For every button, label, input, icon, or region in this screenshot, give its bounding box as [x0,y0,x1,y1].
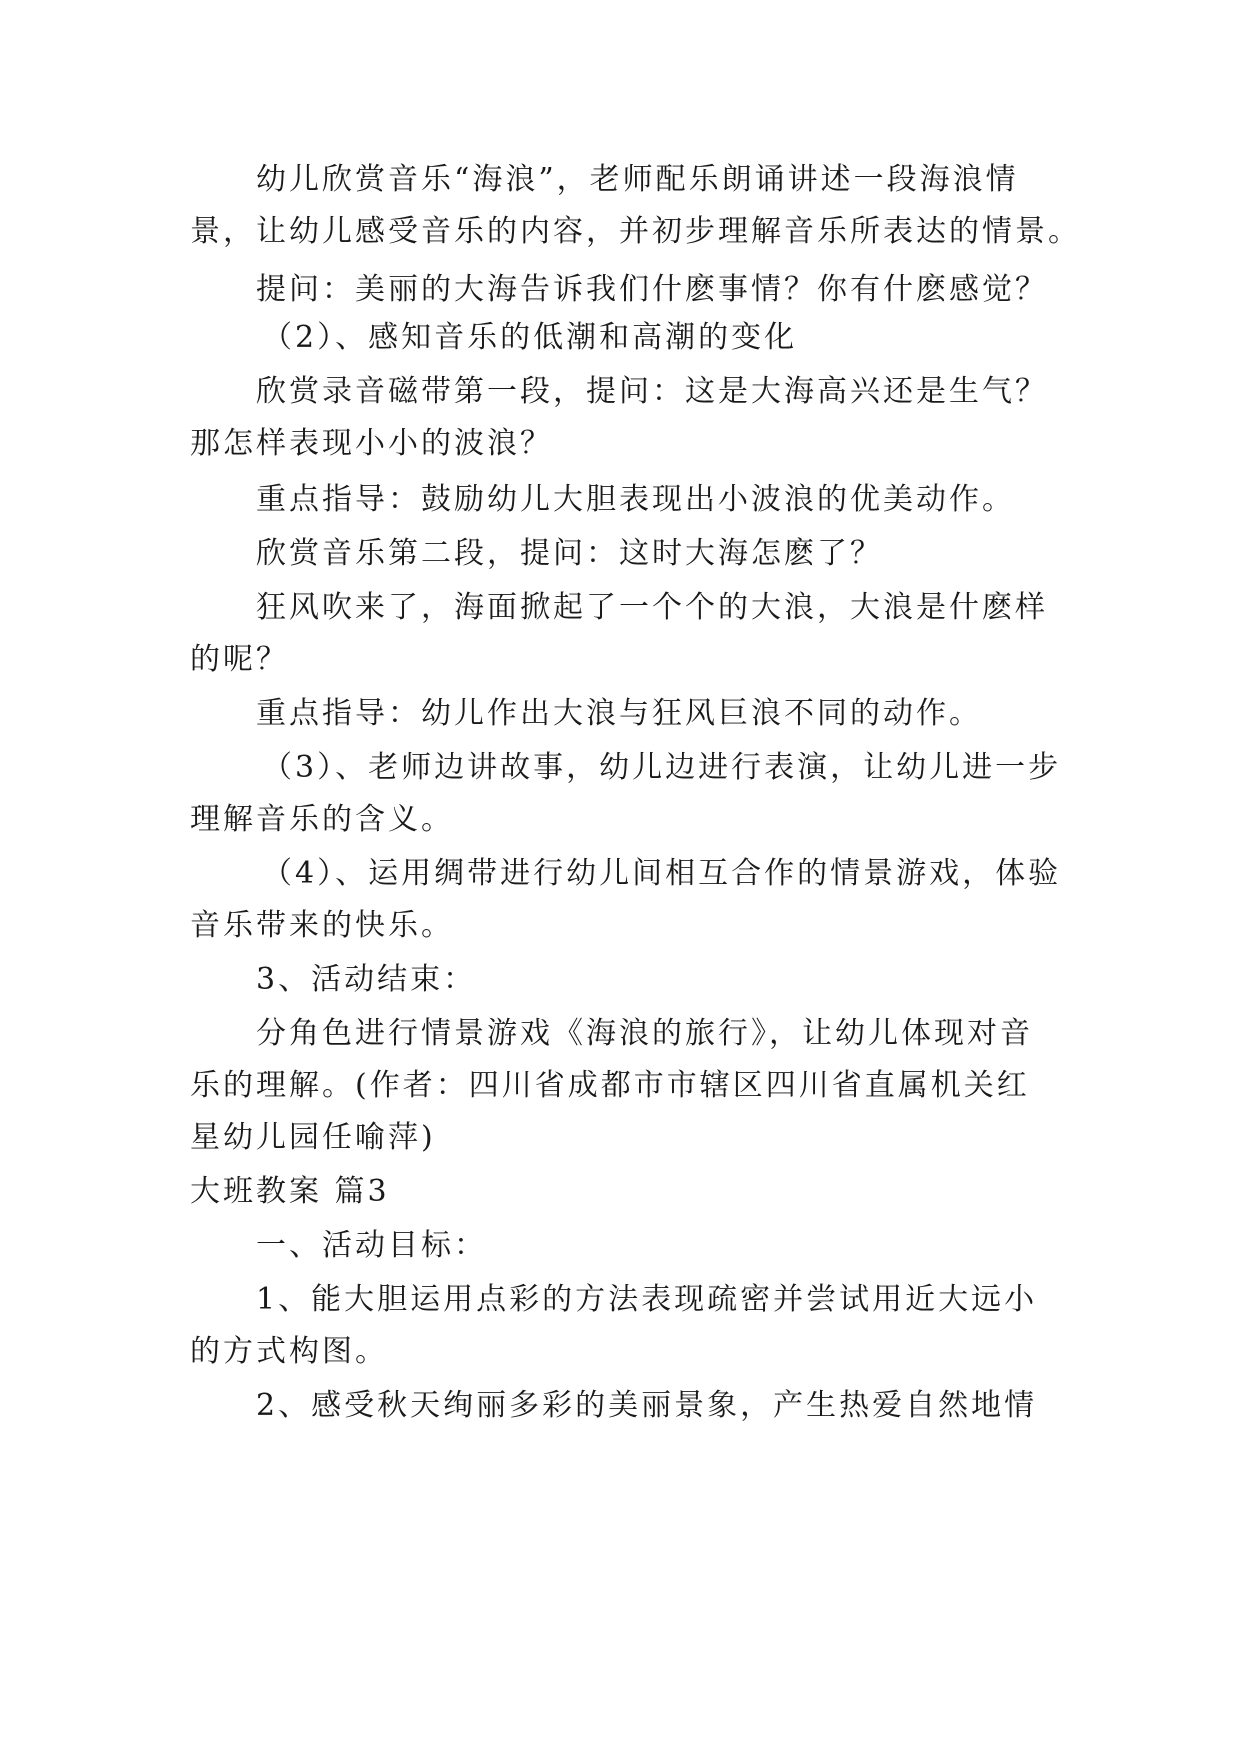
text-line: 重点指导：鼓励幼儿大胆表现出小波浪的优美动作。 [256,482,1015,517]
text-line: 的呢？ [190,642,289,677]
text-line: 幼儿欣赏音乐“海浪”，老师配乐朗诵讲述一段海浪情 [256,162,1019,197]
text-line: （2）、感知音乐的低潮和高潮的变化 [262,320,798,355]
text-line: 2、感受秋天绚丽多彩的美丽景象，产生热爱自然地情 [256,1388,1038,1423]
section-heading: 大班教案 篇3 [190,1174,390,1209]
text-line: 3、活动结束： [256,962,477,997]
text-line: （3）、老师边讲故事，幼儿边进行表演，让幼儿进一步 [262,750,1062,785]
text-line: 狂风吹来了，海面掀起了一个个的大浪，大浪是什麽样 [256,590,1048,625]
text-line: 的方式构图。 [190,1334,388,1369]
text-line: 乐的理解。(作者：四川省成都市市辖区四川省直属机关红 [190,1068,1030,1103]
text-line: 那怎样表现小小的波浪？ [190,426,553,461]
text-line: 理解音乐的含义。 [190,802,454,837]
text-line: （4）、运用绸带进行幼儿间相互合作的情景游戏，体验 [262,856,1062,891]
text-line: 分角色进行情景游戏《海浪的旅行》，让幼儿体现对音 [256,1016,1033,1051]
text-line: 音乐带来的快乐。 [190,908,454,943]
text-line: 星幼儿园任喻萍) [190,1120,436,1155]
text-line: 重点指导：幼儿作出大浪与狂风巨浪不同的动作。 [256,696,982,731]
text-line: 一、活动目标： [256,1228,487,1263]
text-line: 提问：美丽的大海告诉我们什麽事情？你有什麽感觉？ [256,272,1048,307]
text-line: 欣赏音乐第二段，提问：这时大海怎麽了？ [256,536,883,571]
text-line: 景，让幼儿感受音乐的内容，并初步理解音乐所表达的情景。 [190,214,1081,249]
text-line: 欣赏录音磁带第一段，提问：这是大海高兴还是生气？ [256,374,1048,409]
text-line: 1、能大胆运用点彩的方法表现疏密并尝试用近大远小 [256,1282,1038,1317]
